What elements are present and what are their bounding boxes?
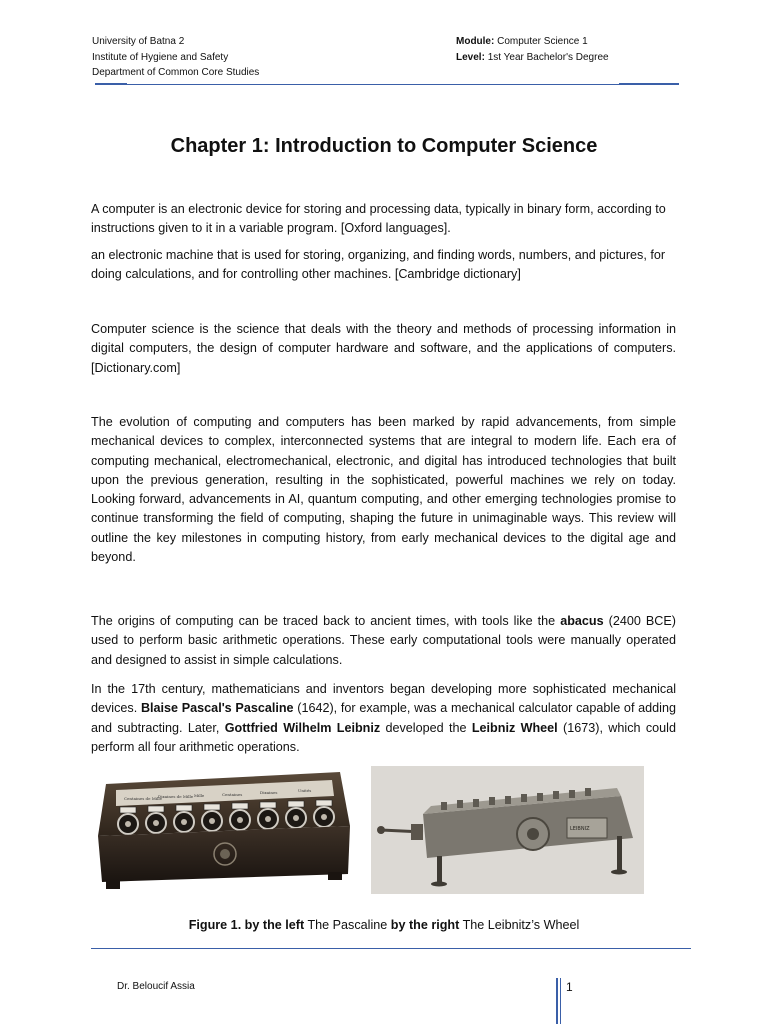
header-level-value: 1st Year Bachelor's Degree — [487, 51, 609, 63]
definition-cambridge: an electronic machine that is used for storing, organizing, and finding words, numbers, and pictures, for doing calculations, and for controlling other machines. [Cambridge dictionary] — [91, 248, 666, 282]
pascaline-term: Blaise Pascal's Pascaline — [140, 701, 294, 716]
caption-pascaline: The Pascaline — [304, 918, 391, 932]
origins-text-2: (2400 BCE) used to perform basic arithmetic operations. These early computational tools were manually operated and designed to assist in simple calculations. — [91, 614, 676, 667]
leibniz-wheel-term: Leibniz Wheel — [471, 720, 558, 735]
abacus-term: abacus — [560, 614, 604, 628]
header-module-label: Module: — [456, 36, 495, 47]
header-institute: Institute of Hygiene and Safety — [92, 51, 229, 63]
pascaline-label-3: Mille — [194, 793, 205, 798]
definition-oxford: A computer is an electronic device for storing and processing data, typically in binary form, according to instructions given to it in a variable program. [Oxford languages]. — [91, 202, 666, 236]
seventeenth-century-paragraph — [91, 680, 676, 757]
pascaline-label-2: Dixaines de Mille — [158, 794, 194, 799]
leibniz-plate-text: LEIBNIZ — [570, 826, 590, 832]
leibniz-wheel-illustration — [371, 766, 644, 894]
origins-paragraph — [91, 612, 676, 670]
header-rule — [95, 84, 679, 85]
caption-leibniz: The Leibnitz’s Wheel — [459, 918, 580, 932]
evolution-paragraph: The evolution of computing and computers has been marked by rapid advancements, from simple mechanical devices to complex, interconnected systems that are integral to modern life. Each era of computing mechanical, electromechanical, electronic, and digital has introduced technologies that built upon the previous generation, resulting in the sophisticated, powerful machines we rely on today. Looking forward, advancements in AI, quantum computing, and other emerging technologies promise to continue transforming the field of computing, shaping the future in unimaginable ways. This review will outline the key milestones in computing history, from early mechanical devices to the digital age and beyond. — [91, 415, 676, 565]
leibniz-term: Gottfried Wilhelm Leibniz — [224, 720, 381, 735]
pascaline-label-4: Centaines — [222, 792, 243, 797]
caption-figure-label: Figure 1. by the left — [188, 918, 305, 932]
century-text-3: developed the — [380, 720, 472, 735]
header-institution — [92, 34, 259, 81]
header-rule-accent-right — [619, 83, 679, 85]
header-university: University of Batna 2 — [92, 36, 185, 47]
footer-rule — [91, 948, 691, 949]
origins-text-1: The origins of computing can be traced back to ancient times, with tools like the — [91, 614, 561, 628]
page-number: 1 — [566, 980, 573, 994]
pascaline-image — [92, 766, 354, 894]
pascaline-label-6: Unités — [298, 788, 312, 793]
century-text-1: In the 17th century, mathematicians and inventors began developing more sophisticated mechanical devices. — [91, 682, 676, 716]
century-text-4: (1673), which could perform all four arithmetic operations. — [91, 720, 676, 754]
footer-divider-thin — [560, 978, 561, 1024]
definition-computer-science: Computer science is the science that deals with the theory and methods of processing information in digital computers, the design of computer hardware and software, and the applications of computers. [Dictionary.com] — [91, 322, 676, 375]
pascaline-label-5: Dixaines — [260, 790, 278, 795]
header-level — [456, 50, 609, 66]
footer-author: Dr. Beloucif Assia — [117, 981, 195, 992]
header-course-info — [456, 34, 609, 65]
header-module — [456, 34, 609, 50]
figure-caption — [0, 918, 768, 932]
header-module-value: Computer Science 1 — [497, 36, 588, 47]
leibniz-wheel-image — [371, 766, 644, 894]
pascaline-label-1: Centaines de Mille — [124, 796, 163, 801]
pascaline-illustration — [92, 766, 354, 894]
footer-divider-thick — [556, 978, 558, 1024]
century-text-2: (1642), for example, was a mechanical calculator capable of adding and subtracting. Later, — [91, 701, 676, 735]
header-level-label: Level: — [456, 51, 485, 63]
chapter-title: Chapter 1: Introduction to Computer Science — [170, 135, 598, 157]
header-department: Department of Common Core Studies — [92, 67, 260, 78]
caption-right-label: by the right — [390, 918, 460, 932]
header-rule-accent-left — [95, 83, 127, 85]
